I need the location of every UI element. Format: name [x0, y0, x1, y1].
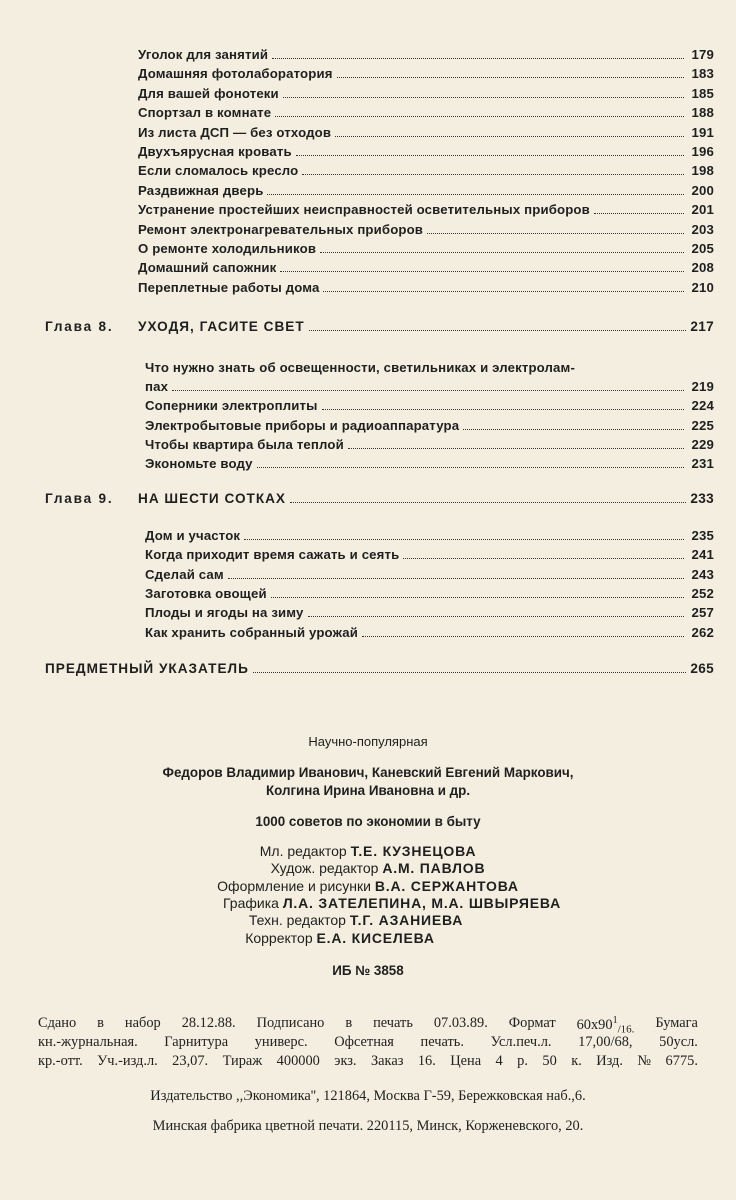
publishing-word: кр.-отт. [38, 1053, 83, 1069]
dot-leader [322, 409, 684, 410]
chapter-label: Глава 8. [45, 319, 114, 334]
publishing-line-3 [38, 1053, 698, 1070]
format-superscript: 1 [612, 1015, 618, 1026]
publishing-word: Тираж [222, 1053, 263, 1069]
printer-address: Минская фабрика цветной печати. 220115, Минск, Корженевского, 20. [152, 1118, 584, 1134]
toc-entry [138, 86, 714, 102]
publishing-word: в [345, 1015, 353, 1031]
toc-entry [145, 418, 714, 434]
toc-entry-title: Переплетные работы дома [138, 279, 320, 295]
dot-leader [290, 502, 686, 503]
credit-name: Т.Е. КУЗНЕЦОВА [350, 843, 477, 859]
toc-entry-title: Раздвижная дверь [138, 182, 264, 198]
page-number: 219 [691, 379, 714, 394]
page-number: 252 [691, 585, 714, 601]
page-number: 225 [691, 417, 714, 433]
page-number: 241 [691, 547, 714, 563]
page-number: 188 [691, 105, 714, 121]
publishing-word: универс. [254, 1034, 308, 1050]
ib-number: ИБ № 3858 [332, 963, 404, 978]
dot-leader [272, 58, 684, 59]
format-subscript: /16. [617, 1023, 635, 1036]
toc-entry-title: Для вашей фонотеки [138, 85, 279, 101]
publishing-word: Уч.-изд.л. [97, 1053, 158, 1069]
toc-entry [138, 105, 714, 121]
credit-name: А.М. ПАВЛОВ [382, 860, 486, 877]
page-number: 235 [691, 528, 714, 543]
dot-leader [320, 252, 684, 253]
toc-entry-title: Уголок для занятий [138, 47, 269, 62]
credit-line [0, 912, 724, 928]
dot-leader [308, 616, 684, 617]
chapter-label: Глава 9. [45, 491, 114, 506]
authors-line-2: Колгина Ирина Ивановна и др. [265, 783, 471, 798]
credit-role: Корректор [245, 929, 313, 946]
toc-entry [138, 222, 714, 238]
dot-leader [309, 330, 687, 331]
credit-line [10, 860, 736, 876]
toc-entry-title: Домашняя фотолаборатория [138, 66, 333, 82]
publishing-word: Изд. [596, 1053, 623, 1069]
toc-entry-title: Из листа ДСП — без отходов [138, 124, 332, 140]
credit-name: Е.А. КИСЕЛЕВА [316, 929, 435, 946]
dot-leader [271, 597, 684, 598]
page-number: 231 [691, 456, 714, 472]
publishing-word: печать. [420, 1034, 464, 1050]
publishing-word: набор [124, 1015, 161, 1031]
credit-name: Л.А. ЗАТЕЛЕПИНА, М.А. ШВЫРЯЕВА [282, 894, 562, 911]
publishing-word: 400000 [276, 1053, 320, 1069]
dot-leader [267, 194, 684, 195]
toc-entry-title: Электробытовые приборы и радиоаппаратура [145, 417, 460, 433]
index-heading [45, 661, 714, 676]
credit-line [24, 895, 736, 911]
toc-entry [138, 66, 714, 82]
publishing-word: 17,00/68, [578, 1034, 633, 1050]
publishing-word: 50 [542, 1053, 557, 1069]
toc-entry-title: Если сломалось кресло [138, 163, 299, 179]
toc-entry [138, 144, 714, 160]
toc-entry [145, 437, 714, 453]
publishing-word: экз. [334, 1053, 357, 1069]
page-number: 201 [691, 202, 714, 218]
publishing-word: Заказ [370, 1053, 404, 1069]
page-number: 198 [691, 163, 714, 179]
page-number: 217 [690, 319, 714, 334]
toc-entry [138, 202, 714, 218]
toc-entry [145, 528, 714, 544]
chapter-8-heading [45, 319, 714, 334]
toc-entry [145, 605, 714, 621]
page-number: 257 [691, 605, 714, 621]
dot-leader [283, 97, 684, 98]
dot-leader [172, 390, 684, 391]
toc-entry-wrapped-line: Что нужно знать об освещенности, светильниках и электролам- [145, 360, 575, 375]
dot-leader [228, 578, 684, 579]
credit-line [0, 843, 736, 859]
chapter-title: УХОДЯ, ГАСИТЕ СВЕТ [138, 319, 305, 334]
dot-leader [348, 448, 684, 449]
dot-leader [296, 155, 684, 156]
toc-entry-title: Как хранить собранный урожай [145, 624, 358, 640]
toc-entry-title: Дом и участок [145, 528, 241, 543]
toc-entry [145, 379, 714, 395]
toc-entry [138, 280, 714, 296]
toc-entry-title: Когда приходит время сажать и сеять [145, 547, 400, 563]
book-title: 1000 советов по экономии в быту [255, 814, 481, 829]
dot-leader [244, 539, 684, 540]
toc-entry [145, 398, 714, 414]
chapter-9-heading [45, 491, 714, 506]
page-number: 265 [690, 661, 714, 676]
dot-leader [463, 429, 684, 430]
page-number: 183 [691, 66, 714, 82]
credit-role: Графика [222, 894, 279, 911]
publishing-word: Подписано [256, 1015, 325, 1031]
page-number: 200 [691, 182, 714, 198]
publishing-word: Гарнитура [164, 1034, 229, 1050]
publishing-word: 07.03.89. [433, 1015, 488, 1031]
toc-entry-title: пах [145, 379, 169, 394]
index-title: ПРЕДМЕТНЫЙ УКАЗАТЕЛЬ [45, 661, 249, 676]
toc-entry [145, 456, 714, 472]
toc-entry [138, 260, 714, 276]
publishing-word: Бумага [655, 1015, 698, 1031]
page-number: 224 [691, 398, 714, 414]
format-value [577, 1015, 635, 1036]
publishing-line-1 [38, 1015, 698, 1036]
toc-entry-title: Плоды и ягоды на зиму [145, 605, 304, 621]
dot-leader [337, 77, 684, 78]
publishing-line-2 [38, 1034, 698, 1051]
publishing-word: 28.12.88. [181, 1015, 236, 1031]
dot-leader [403, 558, 684, 559]
toc-entry-title: Двухъярусная кровать [138, 144, 292, 159]
publishing-word: кн.-журнальная. [38, 1034, 138, 1050]
toc-entry-title: Устранение простейших неисправностей осветительных приборов [138, 202, 590, 218]
dot-leader [323, 291, 684, 292]
dot-leader [427, 233, 684, 234]
dot-leader [302, 174, 684, 175]
toc-entry [138, 163, 714, 179]
credit-line [0, 930, 708, 946]
genre-label: Научно-популярная [308, 734, 428, 749]
publishing-word: к. [571, 1053, 582, 1069]
toc-entry-title: О ремонте холодильников [138, 241, 317, 256]
dot-leader [253, 672, 687, 673]
dot-leader [280, 271, 684, 272]
toc-entry-title: Сделай сам [145, 566, 224, 582]
publishing-word: 4 [495, 1053, 503, 1069]
chapter-title: НА ШЕСТИ СОТКАХ [138, 491, 287, 506]
toc-entry [145, 625, 714, 641]
dot-leader [362, 636, 684, 637]
dot-leader [275, 116, 684, 117]
credit-role: Худож. редактор [270, 860, 379, 877]
page-number: 208 [691, 260, 714, 276]
toc-entry-title: Чтобы квартира была теплой [145, 436, 344, 452]
publishing-word: Сдано [38, 1015, 77, 1031]
page-number: 196 [691, 144, 714, 159]
toc-entry [138, 183, 714, 199]
toc-entry-title: Ремонт электронагревательных приборов [138, 221, 424, 237]
page-number: 185 [691, 85, 714, 101]
page-number: 243 [691, 566, 714, 582]
toc-entry [138, 47, 714, 63]
toc-entry [138, 125, 714, 141]
publishing-word: Усл.печ.л. [490, 1034, 552, 1050]
credit-name: В.А. СЕРЖАНТОВА [374, 877, 519, 894]
publisher-address: Издательство ,,Экономика'', 121864, Москва Г-59, Бережковская наб.,6. [150, 1088, 586, 1104]
toc-entry-title: Заготовка овощей [145, 585, 267, 601]
page-number: 203 [691, 221, 714, 237]
page-number: 191 [691, 124, 714, 140]
toc-entry-title: Экономьте воду [145, 456, 253, 472]
publishing-word: 6775. [665, 1053, 698, 1069]
publishing-word: 50усл. [659, 1034, 698, 1050]
publishing-word: печать [373, 1015, 413, 1031]
publishing-word: № [637, 1053, 652, 1069]
dot-leader [335, 136, 684, 137]
toc-entry [145, 567, 714, 583]
publishing-word: 60х90 [576, 1016, 613, 1033]
publishing-word: 23,07. [172, 1053, 209, 1069]
page-number: 205 [691, 241, 714, 256]
publishing-word: Формат [508, 1015, 556, 1031]
credit-name: Т.Г. АЗАНИЕВА [349, 912, 464, 929]
credit-role: Мл. редактор [259, 843, 347, 859]
dot-leader [594, 213, 684, 214]
page-number: 179 [691, 47, 714, 62]
dot-leader [257, 467, 684, 468]
credit-role: Оформление и рисунки [217, 877, 371, 894]
toc-entry [138, 241, 714, 257]
credit-line [0, 878, 736, 894]
toc-entry-title: Домашний сапожник [138, 260, 277, 276]
authors-line-1: Федоров Владимир Иванович, Каневский Евгений Маркович, [162, 765, 574, 780]
page-number: 210 [691, 279, 714, 295]
publishing-word: Цена [450, 1053, 482, 1069]
publishing-word: в [97, 1015, 104, 1031]
publishing-word: 16. [417, 1053, 436, 1069]
toc-entry [145, 547, 714, 563]
page-number: 262 [691, 624, 714, 640]
toc-entry-title: Соперники электроплиты [145, 398, 318, 414]
credit-role: Техн. редактор [248, 912, 346, 929]
page-number: 229 [691, 436, 714, 452]
publishing-word: Офсетная [334, 1034, 394, 1050]
publishing-word: р. [517, 1053, 528, 1069]
toc-entry-title: Спортзал в комнате [138, 105, 272, 121]
page-number: 233 [690, 491, 714, 506]
toc-entry [145, 586, 714, 602]
